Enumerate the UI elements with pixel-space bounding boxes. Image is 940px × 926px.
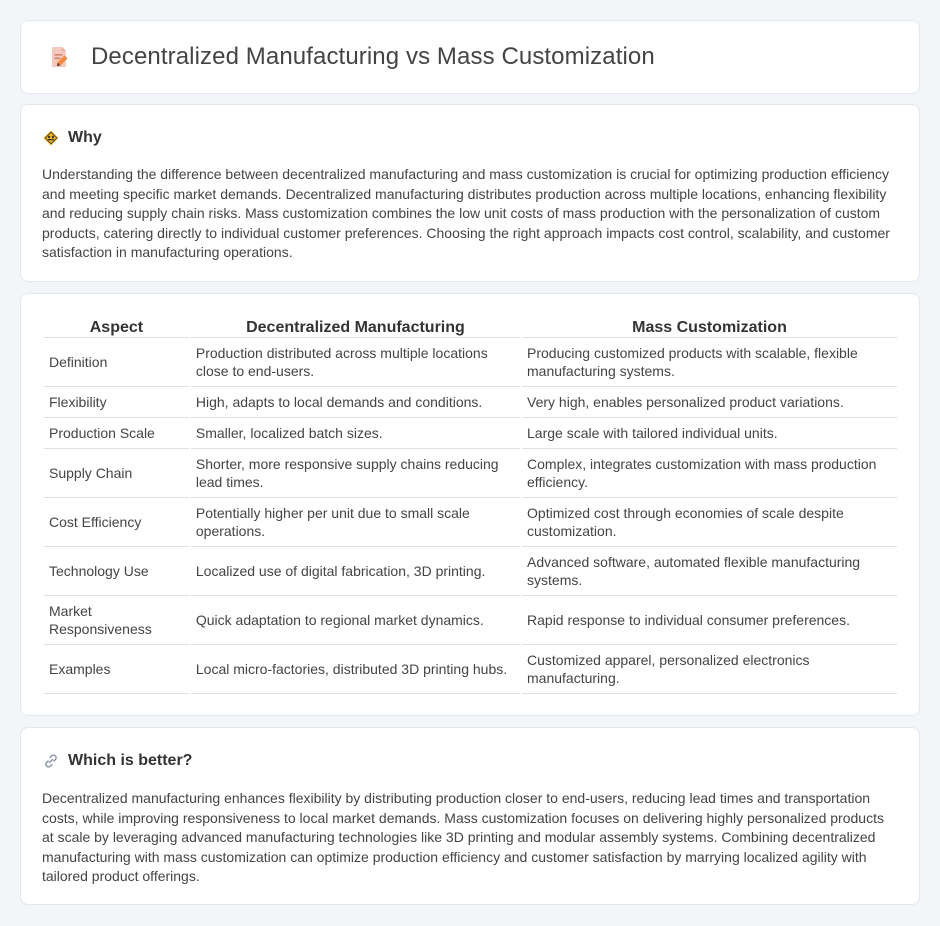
table-cell: Local micro-factories, distributed 3D printing hubs. xyxy=(191,645,520,694)
table-cell: Optimized cost through economies of scale despite customization. xyxy=(522,498,897,547)
column-header: Mass Customization xyxy=(522,316,897,338)
table-cell: Cost Efficiency xyxy=(44,498,189,547)
table-cell: Supply Chain xyxy=(44,449,189,498)
column-header: Decentralized Manufacturing xyxy=(191,316,520,338)
table-row xyxy=(44,418,897,449)
why-card xyxy=(20,104,920,282)
diamond-sign-icon xyxy=(43,130,59,146)
table-cell: Complex, integrates customization with mass production efficiency. xyxy=(522,449,897,498)
table-cell: Shorter, more responsive supply chains reducing lead times. xyxy=(191,449,520,498)
table-row xyxy=(44,547,897,596)
better-card xyxy=(20,727,920,905)
table-cell: Rapid response to individual consumer preferences. xyxy=(522,596,897,645)
table-cell: Localized use of digital fabrication, 3D printing. xyxy=(191,547,520,596)
table-row xyxy=(44,596,897,645)
table-cell: Smaller, localized batch sizes. xyxy=(191,418,520,449)
why-text: Understanding the difference between decentralized manufacturing and mass customization is crucial for optimizing production efficiency and meeting specific market demands. Decentralized manufacturing distributes production across multiple locations, enhancing flexibility and reducing supply chain risks. Mass customization combines the low unit costs of mass production with the personalization of custom products, catering directly to individual customer preferences. Choosing the right approach impacts cost control, scalability, and customer satisfaction in manufacturing operations. xyxy=(42,166,890,260)
table-cell: Market Responsiveness xyxy=(44,596,189,645)
title-card xyxy=(20,20,920,94)
table-row xyxy=(44,449,897,498)
better-text: Decentralized manufacturing enhances flexibility by distributing production closer to end-users, reducing lead times and transportation costs, while improving responsiveness to local market demands. Mass customization focuses on delivering highly personalized products at scale by leveraging advanced manufacturing technologies like 3D printing and modular assembly systems. Combining decentralized manufacturing with mass customization can optimize production efficiency and customer satisfaction by marrying localized agility with tailored product offerings. xyxy=(42,790,884,884)
table-cell: Potentially higher per unit due to small scale operations. xyxy=(191,498,520,547)
table-cell: Technology Use xyxy=(44,547,189,596)
table-header-row xyxy=(44,316,897,338)
better-title: Which is better? xyxy=(68,752,193,769)
table-cell: Production distributed across multiple locations close to end-users. xyxy=(191,338,520,387)
column-header: Aspect xyxy=(44,316,189,338)
comparison-table xyxy=(42,316,899,694)
table-cell: Definition xyxy=(44,338,189,387)
page-title: Decentralized Manufacturing vs Mass Customization xyxy=(91,43,655,70)
table-cell: Production Scale xyxy=(44,418,189,449)
table-cell: Customized apparel, personalized electronics manufacturing. xyxy=(522,645,897,694)
table-row xyxy=(44,498,897,547)
document-pen-icon xyxy=(47,45,71,69)
table-cell: Advanced software, automated flexible manufacturing systems. xyxy=(522,547,897,596)
table-cell: Producing customized products with scalable, flexible manufacturing systems. xyxy=(522,338,897,387)
table-row xyxy=(44,387,897,418)
table-cell: Quick adaptation to regional market dynamics. xyxy=(191,596,520,645)
link-icon xyxy=(43,753,59,769)
table-row xyxy=(44,338,897,387)
why-title: Why xyxy=(68,129,102,146)
table-cell: Examples xyxy=(44,645,189,694)
table-cell: Flexibility xyxy=(44,387,189,418)
table-row xyxy=(44,645,897,694)
table-cell: Very high, enables personalized product variations. xyxy=(522,387,897,418)
table-cell: Large scale with tailored individual units. xyxy=(522,418,897,449)
table-cell: High, adapts to local demands and conditions. xyxy=(191,387,520,418)
comparison-card xyxy=(20,293,920,716)
